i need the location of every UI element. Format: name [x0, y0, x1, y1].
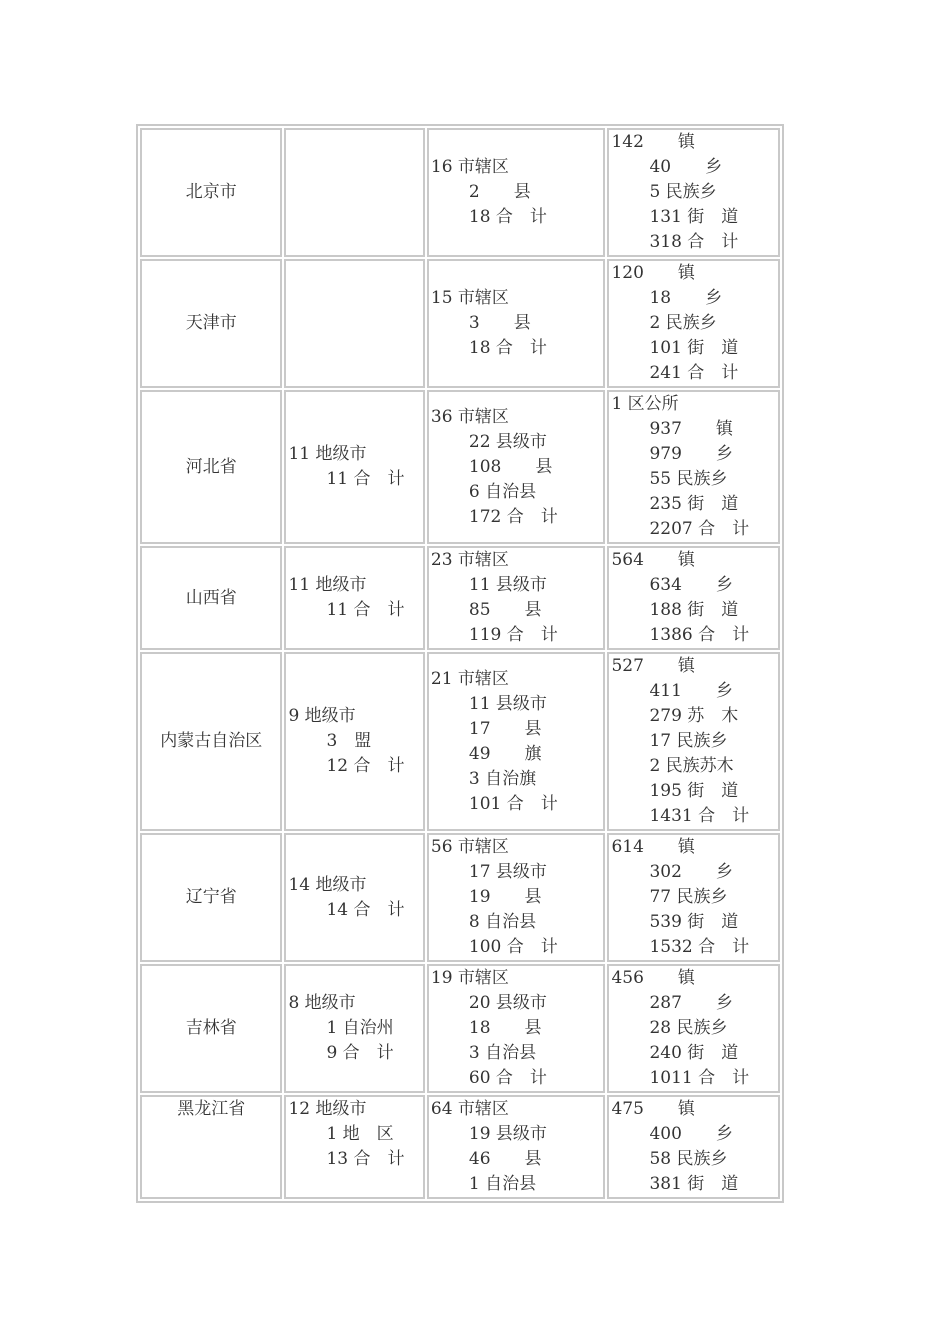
county-line: 119 合 计	[468, 625, 558, 645]
prefecture-cell	[284, 546, 424, 650]
township-cell	[607, 652, 780, 831]
prefecture-line: 8 地级市	[288, 993, 356, 1013]
township-line: 475 镇	[611, 1099, 695, 1119]
township-line: 539 街 道	[649, 912, 739, 932]
county-line: 56 市辖区	[430, 837, 509, 857]
province-cell	[140, 390, 282, 544]
table-row	[140, 390, 780, 544]
county-line: 6 自治县	[468, 481, 537, 502]
table-row	[140, 1095, 780, 1199]
county-line: 101 合 计	[468, 793, 558, 814]
county-cell	[427, 128, 606, 257]
township-line: 1 区公所	[611, 394, 679, 414]
township-line: 411 乡	[649, 681, 733, 701]
province-cell	[140, 833, 282, 962]
township-cell	[607, 1095, 780, 1199]
table-row	[140, 964, 780, 1093]
township-line: 2 民族乡	[649, 313, 717, 333]
county-line: 20 县级市	[468, 993, 547, 1013]
township-line: 318 合 计	[649, 232, 739, 252]
table-row	[140, 546, 780, 650]
county-line: 19 县	[468, 887, 542, 907]
county-cell	[427, 546, 606, 650]
province-name: 河北省	[185, 456, 237, 477]
township-line: 937 镇	[649, 419, 733, 439]
township-line: 77 民族乡	[649, 887, 728, 907]
province-name: 内蒙古自治区	[160, 731, 263, 751]
prefecture-line: 12 合 计	[326, 756, 405, 776]
county-line: 64 市辖区	[430, 1099, 509, 1119]
township-line: 2207 合 计	[649, 519, 750, 539]
prefecture-line: 11 地级市	[288, 444, 367, 464]
county-line: 16 市辖区	[430, 157, 509, 177]
township-line: 614 镇	[611, 837, 695, 857]
table-row	[140, 128, 780, 257]
township-line: 1431 合 计	[649, 806, 750, 826]
table-row	[140, 652, 780, 831]
township-line: 40 乡	[649, 157, 723, 177]
prefecture-line: 13 合 计	[326, 1149, 405, 1169]
prefecture-cell	[284, 964, 424, 1093]
county-line: 85 县	[468, 600, 542, 620]
admin-division-table	[136, 124, 784, 1203]
township-line: 131 街 道	[649, 207, 739, 227]
township-line: 287 乡	[649, 993, 733, 1013]
prefecture-line: 3 盟	[326, 731, 372, 751]
township-line: 235 街 道	[649, 494, 739, 514]
township-cell	[607, 259, 780, 388]
county-line: 46 县	[468, 1149, 542, 1169]
province-name: 天津市	[185, 313, 237, 333]
county-cell	[427, 390, 606, 544]
prefecture-cell	[284, 652, 424, 831]
township-cell	[607, 964, 780, 1093]
township-cell	[607, 546, 780, 650]
prefecture-cell	[284, 128, 424, 257]
township-line: 28 民族乡	[649, 1018, 728, 1038]
prefecture-line: 1 地 区	[326, 1124, 394, 1144]
township-line: 456 镇	[611, 968, 695, 988]
prefecture-line: 14 合 计	[326, 899, 405, 920]
township-line: 2 民族苏木	[649, 756, 734, 776]
township-line: 1011 合 计	[649, 1068, 750, 1088]
township-line: 195 街 道	[649, 781, 739, 801]
province-cell	[140, 1095, 282, 1199]
county-cell	[427, 652, 606, 831]
province-name: 黑龙江省	[177, 1099, 246, 1119]
township-line: 240 街 道	[649, 1043, 739, 1063]
township-line: 634 乡	[649, 575, 733, 595]
table-row	[140, 259, 780, 388]
county-line: 3 县	[468, 313, 531, 333]
county-line: 18 合 计	[468, 207, 547, 227]
prefecture-line: 11 合 计	[326, 600, 405, 620]
prefecture-cell	[284, 1095, 424, 1199]
township-line: 381 街 道	[649, 1174, 739, 1194]
county-line: 21 市辖区	[430, 668, 509, 689]
township-line: 400 乡	[649, 1124, 733, 1144]
county-line: 1 自治县	[468, 1174, 537, 1194]
county-line: 11 县级市	[468, 693, 547, 714]
county-line: 108 县	[468, 456, 553, 477]
township-cell	[607, 833, 780, 962]
township-line: 188 街 道	[649, 600, 739, 620]
township-line: 564 镇	[611, 550, 695, 570]
township-cell	[607, 128, 780, 257]
county-line: 60 合 计	[468, 1068, 547, 1088]
county-line: 19 县级市	[468, 1124, 547, 1144]
township-line: 101 街 道	[649, 338, 739, 358]
prefecture-cell	[284, 390, 424, 544]
prefecture-cell	[284, 259, 424, 388]
township-line: 527 镇	[611, 656, 695, 676]
township-line: 241 合 计	[649, 363, 739, 383]
township-line: 1386 合 计	[649, 625, 750, 645]
county-cell	[427, 833, 606, 962]
table-row	[140, 833, 780, 962]
county-line: 36 市辖区	[430, 406, 509, 427]
county-line: 19 市辖区	[430, 968, 509, 988]
county-cell	[427, 964, 606, 1093]
county-line: 172 合 计	[468, 506, 558, 527]
county-line: 3 自治县	[468, 1043, 537, 1063]
county-line: 100 合 计	[468, 937, 558, 957]
township-line: 302 乡	[649, 862, 733, 882]
township-line: 17 民族乡	[649, 731, 728, 751]
prefecture-line: 1 自治州	[326, 1018, 394, 1038]
county-line: 18 县	[468, 1018, 542, 1038]
county-line: 8 自治县	[468, 912, 537, 932]
township-line: 142 镇	[611, 132, 695, 152]
province-cell	[140, 259, 282, 388]
province-name: 北京市	[185, 182, 237, 202]
township-line: 58 民族乡	[649, 1149, 728, 1169]
county-line: 22 县级市	[468, 431, 547, 452]
township-line: 18 乡	[649, 288, 723, 308]
county-line: 49 旗	[468, 743, 542, 764]
prefecture-line: 9 合 计	[326, 1043, 394, 1063]
county-line: 11 县级市	[468, 575, 547, 595]
township-cell	[607, 390, 780, 544]
township-line: 120 镇	[611, 263, 695, 283]
township-line: 55 民族乡	[649, 469, 728, 489]
township-line: 979 乡	[649, 444, 733, 464]
province-cell	[140, 546, 282, 650]
prefecture-cell	[284, 833, 424, 962]
county-line: 18 合 计	[468, 338, 547, 358]
prefecture-line: 14 地级市	[288, 874, 367, 895]
province-cell	[140, 652, 282, 831]
table-body	[140, 128, 780, 1199]
township-line: 279 苏 木	[649, 706, 739, 726]
county-line: 2 县	[468, 182, 531, 202]
province-name: 山西省	[185, 587, 237, 608]
county-cell	[427, 259, 606, 388]
county-line: 3 自治旗	[468, 768, 537, 789]
prefecture-line: 11 合 计	[326, 469, 405, 489]
prefecture-line: 11 地级市	[288, 575, 367, 595]
township-line: 5 民族乡	[649, 182, 717, 202]
province-cell	[140, 964, 282, 1093]
county-line: 17 县	[468, 718, 542, 739]
prefecture-line: 9 地级市	[288, 706, 356, 726]
prefecture-line: 12 地级市	[288, 1099, 367, 1119]
township-line: 1532 合 计	[649, 937, 750, 957]
county-line: 15 市辖区	[430, 288, 509, 308]
county-line: 23 市辖区	[430, 550, 509, 570]
province-name: 吉林省	[185, 1018, 237, 1038]
province-name: 辽宁省	[185, 887, 237, 907]
county-line: 17 县级市	[468, 862, 547, 882]
province-cell	[140, 128, 282, 257]
county-cell	[427, 1095, 606, 1199]
